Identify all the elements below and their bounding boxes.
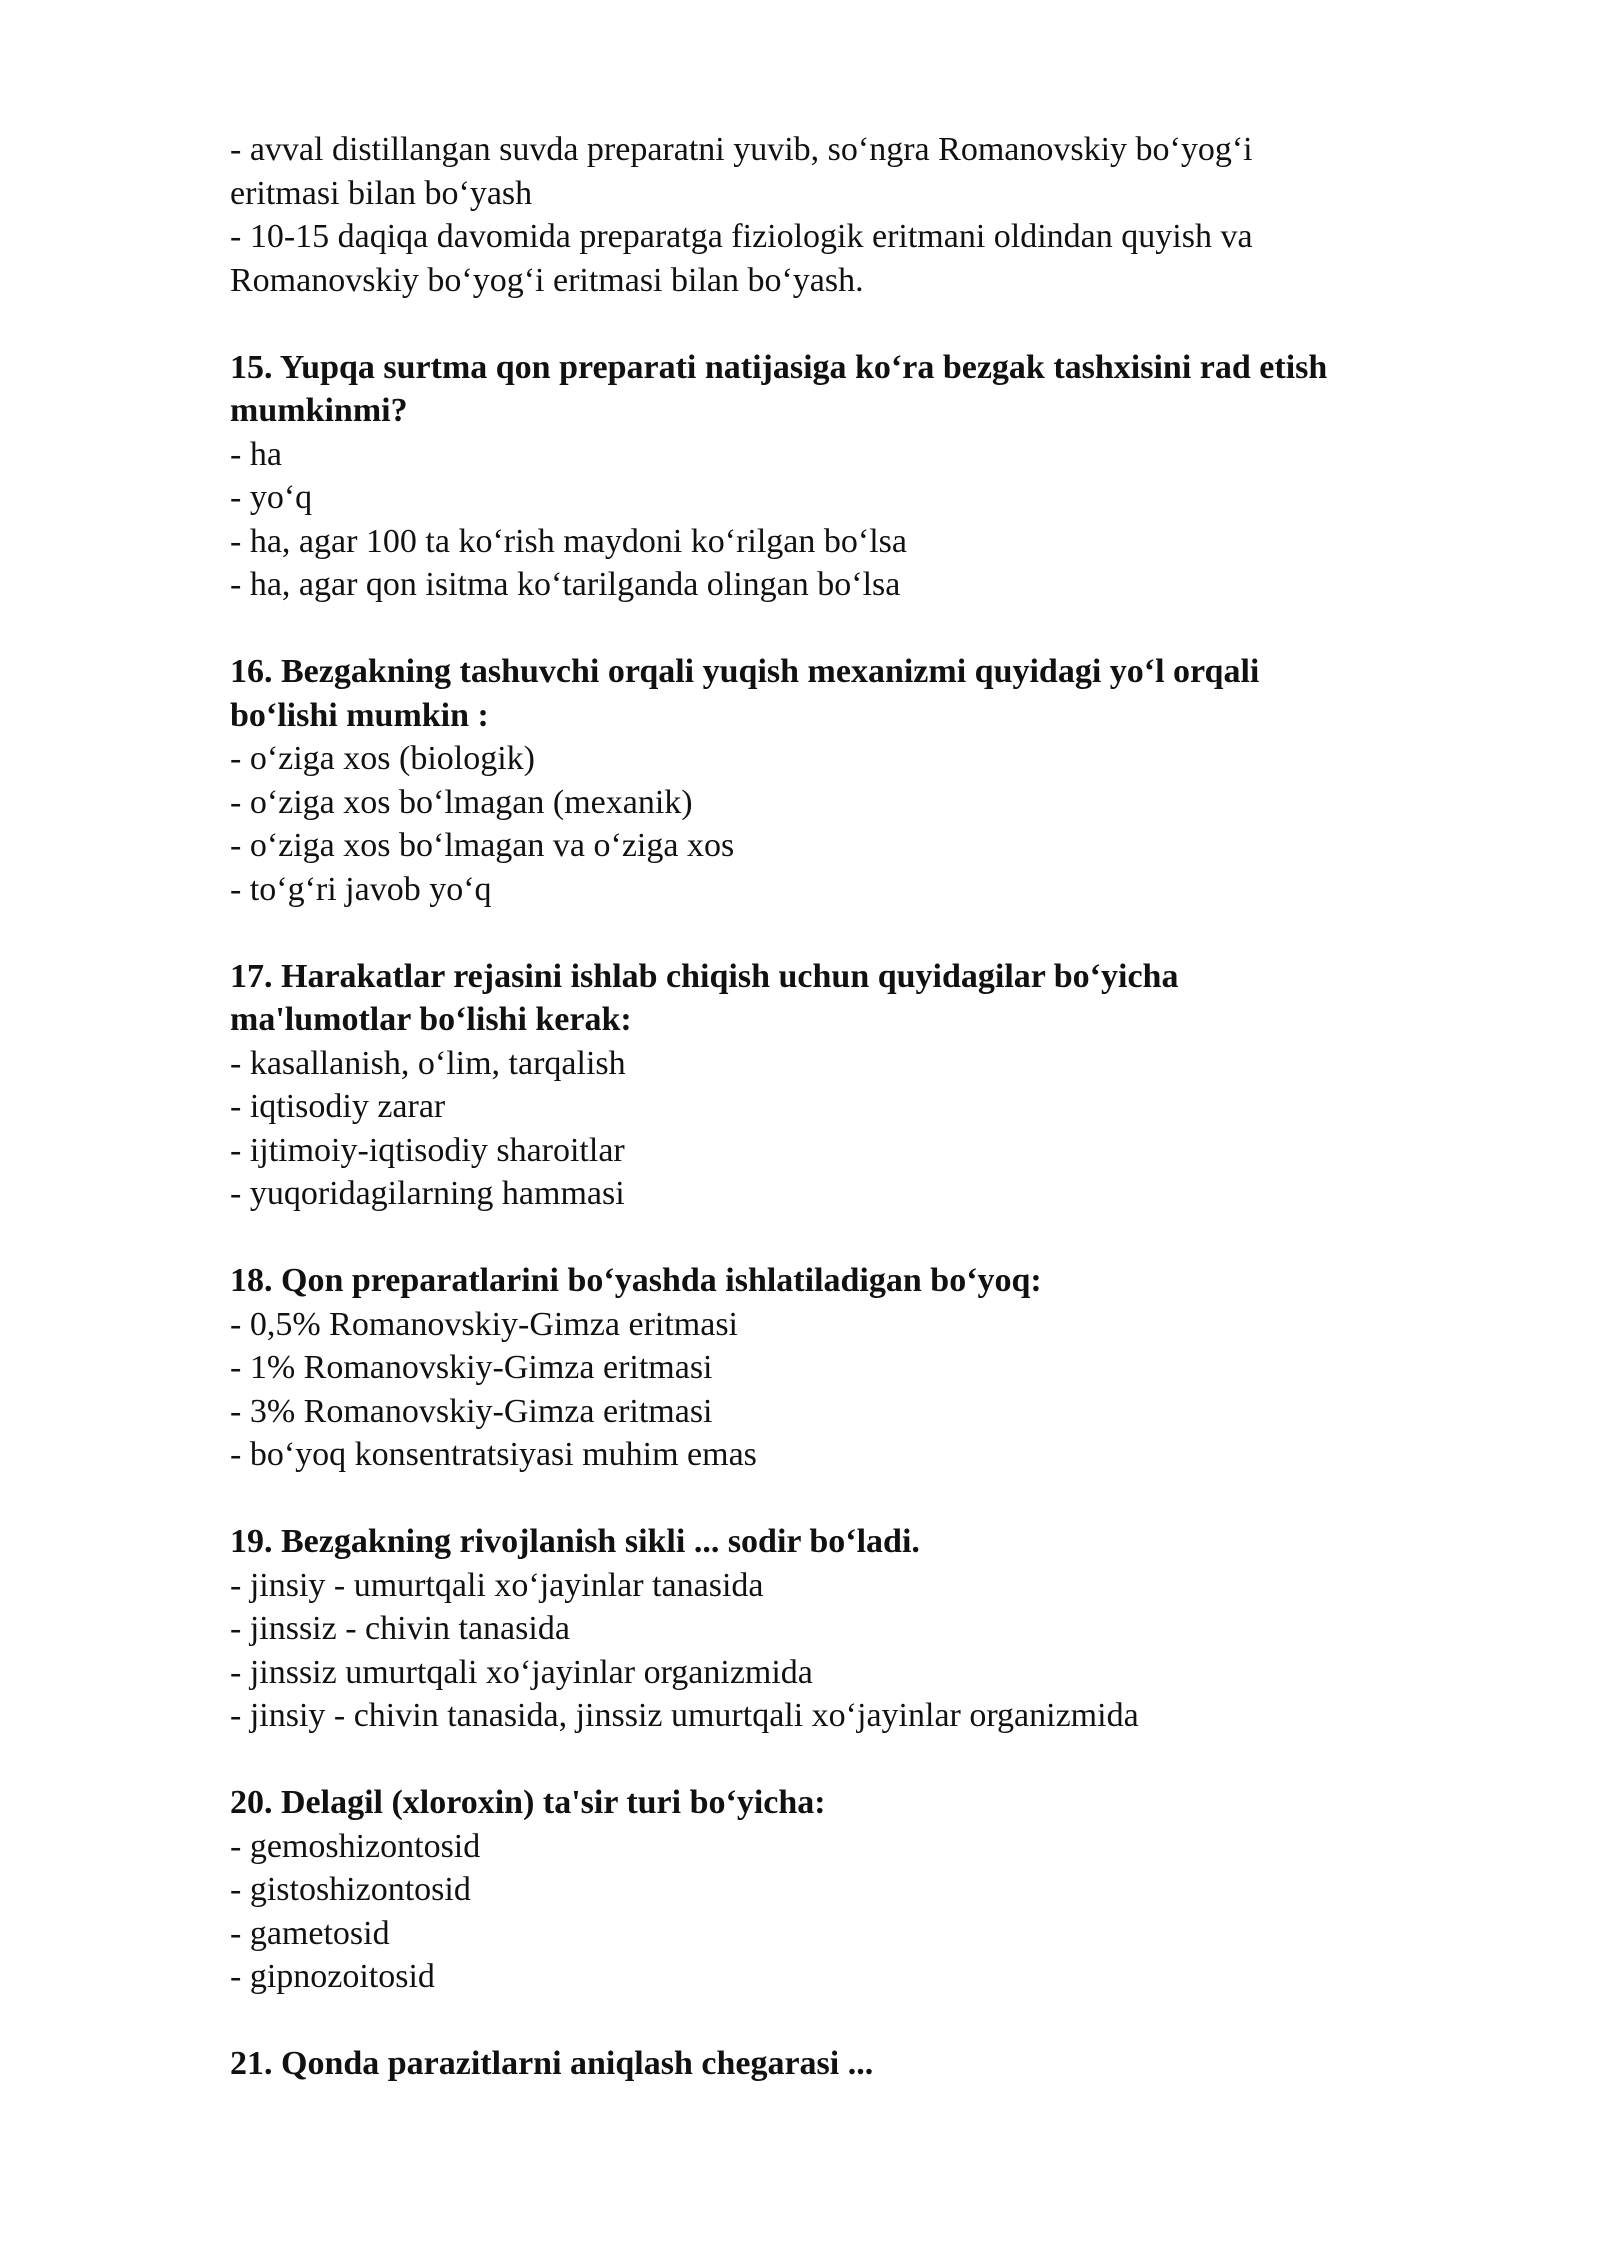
answer-option: - kasallanish, o‘lim, tarqalish xyxy=(230,1044,626,1082)
intro-line: Romanovskiy bo‘yog‘i eritmasi bilan bo‘yash. xyxy=(230,261,864,299)
question-title-line: 19. Bezgakning rivojlanish sikli ... sodir bo‘ladi. xyxy=(230,1523,920,1560)
answer-option: - o‘ziga xos (biologik) xyxy=(230,740,535,777)
question-title-line: 16. Bezgakning tashuvchi orqali yuqish mexanizmi quyidagi yo‘l orqali xyxy=(230,653,1260,690)
answer-option: - ha, agar 100 ta ko‘rish maydoni ko‘rilgan bo‘lsa xyxy=(230,522,907,560)
answer-option: - ijtimoiy-iqtisodiy sharoitlar xyxy=(230,1131,625,1169)
question-title-line: 17. Harakatlar rejasini ishlab chiqish uchun quyidagilar bo‘yicha xyxy=(230,957,1179,995)
question-title-line: 21. Qonda parazitlarni aniqlash chegarasi ... xyxy=(230,2045,874,2082)
intro-line: - avval distillangan suvda preparatni yuvib, so‘ngra Romanovskiy bo‘yog‘i xyxy=(230,131,1253,168)
question-title xyxy=(230,1520,1470,1564)
question-title xyxy=(230,1259,1470,1303)
answer-option: - yo‘q xyxy=(230,479,313,516)
answer-option: - gemoshizontosid xyxy=(230,1827,481,1865)
question-title xyxy=(230,2042,1470,2086)
answer-option: - jinssiz umurtqali xo‘jayinlar organizmida xyxy=(230,1653,813,1691)
question-title-line: 15. Yupqa surtma qon preparati natijasiga ko‘ra bezgak tashxisini rad etish xyxy=(230,348,1328,386)
question-19 xyxy=(230,1520,1470,1738)
question-title xyxy=(230,955,1470,1042)
question-title-line: ma'lumotlar bo‘lishi kerak: xyxy=(230,1001,632,1038)
answer-option: - gipnozoitosid xyxy=(230,1958,435,1995)
question-20 xyxy=(230,1781,1470,1999)
question-16 xyxy=(230,650,1470,911)
question-title xyxy=(230,346,1470,433)
answer-list xyxy=(230,1042,1470,1216)
intro-answers xyxy=(230,128,1470,302)
answer-list xyxy=(230,1825,1470,1999)
document-page xyxy=(230,128,1470,2086)
answer-option: - jinssiz - chivin tanasida xyxy=(230,1610,570,1647)
question-18 xyxy=(230,1259,1470,1477)
answer-option: - gistoshizontosid xyxy=(230,1871,471,1908)
question-15 xyxy=(230,346,1470,607)
answer-option: - to‘g‘ri javob yo‘q xyxy=(230,870,492,908)
question-title-line: 20. Delagil (xloroxin) ta'sir turi bo‘yicha: xyxy=(230,1784,826,1821)
answer-option: - 3% Romanovskiy-Gimza eritmasi xyxy=(230,1392,713,1430)
answer-list xyxy=(230,1564,1470,1738)
answer-option: - ha xyxy=(230,435,282,473)
intro-line: eritmasi bilan bo‘yash xyxy=(230,174,533,212)
question-17 xyxy=(230,955,1470,1216)
question-title-line: 18. Qon preparatlarini bo‘yashda ishlatiladigan bo‘yoq: xyxy=(230,1262,1042,1299)
answer-option: - jinsiy - chivin tanasida, jinssiz umurtqali xo‘jayinlar organizmida xyxy=(230,1697,1139,1734)
answer-option: - 1% Romanovskiy-Gimza eritmasi xyxy=(230,1349,713,1386)
answer-option: - 0,5% Romanovskiy-Gimza eritmasi xyxy=(230,1305,739,1343)
answer-list xyxy=(230,1303,1470,1477)
answer-option: - ha, agar qon isitma ko‘tarilganda olingan bo‘lsa xyxy=(230,566,901,603)
question-title-line: bo‘lishi mumkin : xyxy=(230,696,489,734)
question-title xyxy=(230,650,1470,737)
answer-option: - o‘ziga xos bo‘lmagan (mexanik) xyxy=(230,783,693,821)
answer-option: - gametosid xyxy=(230,1914,390,1952)
answer-list xyxy=(230,433,1470,607)
answer-option: - jinsiy - umurtqali xo‘jayinlar tanasida xyxy=(230,1566,764,1604)
question-21 xyxy=(230,2042,1470,2086)
answer-option: - iqtisodiy zarar xyxy=(230,1088,446,1125)
question-title-line: mumkinmi? xyxy=(230,392,408,429)
answer-option: - yuqoridagilarning hammasi xyxy=(230,1175,625,1212)
answer-option: - bo‘yoq konsentratsiyasi muhim emas xyxy=(230,1436,757,1473)
answer-option: - o‘ziga xos bo‘lmagan va o‘ziga xos xyxy=(230,827,735,864)
answer-list xyxy=(230,737,1470,911)
question-title xyxy=(230,1781,1470,1825)
intro-line: - 10-15 daqiqa davomida preparatga fiziologik eritmani oldindan quyish va xyxy=(230,218,1253,255)
